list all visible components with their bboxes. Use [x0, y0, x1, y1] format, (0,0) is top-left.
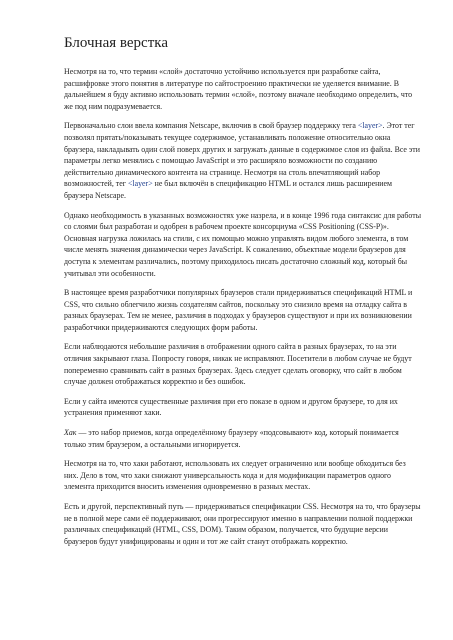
- paragraph-list: [64, 66, 422, 547]
- paragraph-text: В настоящее время разработчики популярных браузеров стали придерживаться спецификаций HTML и CSS, что сильно облегчило жизнь создателям сайтов, поскольку это снизило время на отладку сайта в разных браузерах. Тем не менее, различия в подходах у браузеров существуют и при их возникновении разработчики придерживаются следующих форм работы.: [64, 288, 413, 332]
- paragraph-text: Однако необходимость в указанных возможностях уже назрела, и в конце 1996 года синтаксис для работы со слоями был разработан и одобрен в рабочем проекте консорциума «CSS Positioning (CSS-P)». Основная нагрузка ложилась на стили, с их помощью можно управлять видом любого элемента, в том числе менять значения динамически через JavaScript. К сожалению, объектные модели браузеров для доступа к элементам различались, поэтому приходилось писать достаточно сложный код, который бы учитывал эти особенности.: [64, 210, 422, 278]
- paragraph: [64, 210, 422, 280]
- paragraph: [64, 427, 422, 450]
- paragraph-text: Несмотря на то, что хаки работают, использовать их следует ограниченно или вообще обходиться без них. Дело в том, что хаки снижают универсальность кода и для модификации параметров одного элемента приходится вносить изменения одновременно в разных местах.: [64, 459, 406, 492]
- paragraph-text: . Этот тег позволял прятать/показывать текущее содержимое, устанавливать положение относительно окна браузера, накладывать один слой поверх других и загружать данные в содержимое слоя из файла. Все эти параметры легко менялись с помощью JavaScript и это расширяло возможности по созданию действительно динамического контента на странице. Несмотря на столь впечатляющий набор возможностей, тег: [64, 121, 420, 189]
- term-emphasis: Хак: [64, 428, 77, 438]
- paragraph: [64, 287, 422, 333]
- paragraph: [64, 396, 422, 419]
- paragraph-text: Есть и другой, перспективный путь — придерживаться спецификации CSS. Несмотря на то, что браузеры не в полной мере сами её поддерживают, они прогрессируют именно в направлении полной поддержки различных спецификаций (HTML, CSS, DOM). Таким образом, получается, что будущие версии браузеров будут унифицированы и один и тот же сайт станут отображать корректно.: [64, 502, 421, 546]
- page-title: Блочная верстка: [64, 35, 168, 51]
- paragraph-text: не был включён в спецификацию HTML и остался лишь расширением браузера Netscape.: [64, 179, 393, 200]
- paragraph-text: — это набор приемов, когда определённому браузеру «подсовывают» код, который понимается только этим браузером, а остальными игнорируется.: [64, 428, 399, 449]
- paragraph: [64, 501, 422, 547]
- document-content: [64, 34, 422, 555]
- paragraph-text: Первоначально слои ввела компания Netscape, включив в свой браузер поддержку тега: [64, 121, 358, 131]
- paragraph: [64, 458, 422, 493]
- code-tag: <layer>: [357, 121, 383, 131]
- paragraph-text: Если у сайта имеются существенные различия при его показе в одном и другом браузере, то для их устранения применяют хаки.: [64, 396, 398, 418]
- paragraph: [64, 66, 422, 112]
- code-tag: <layer>: [127, 179, 153, 189]
- paragraph: [64, 120, 422, 201]
- paragraph-text: Если наблюдаются небольшие различия в отображении одного сайта в разных браузерах, то на эти отличия закрывают глаза. Попросту говоря, никак не исправляют. Посетители в любом случае не будут попеременно сравнивать сайт в разных браузерах. Здесь следует сделать оговорку, что сайт в любом случае должен отображаться корректно и без ошибок.: [64, 342, 412, 387]
- paragraph-text: Несмотря на то, что термин «слой» достаточно устойчиво используется при разработке сайта, расшифровке этого понятия в литературе по сайтостроению практически не уделяется внимание. В дальнейшем я буду активно использовать термин «слой», поэтому вначале необходимо определить, что же под ним подразумевается.: [64, 67, 413, 111]
- paragraph: [64, 341, 422, 387]
